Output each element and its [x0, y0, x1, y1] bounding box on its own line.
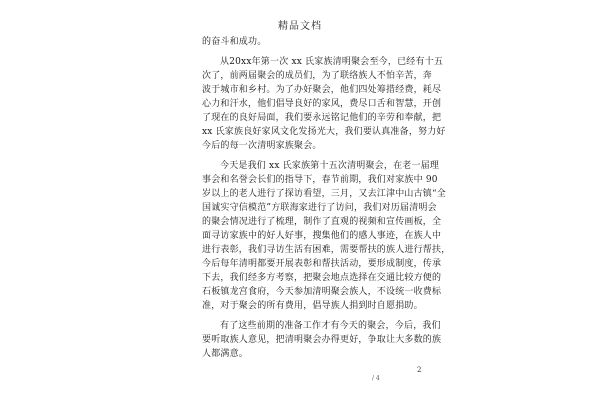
text-line: 波于城市和乡村。为了办好聚会，他们四处筹措经费，耗尽 — [202, 85, 442, 95]
text-line: 的奋斗和成功。 — [202, 37, 267, 47]
text-line: 准，对于聚会的所有费用，倡导族人捐到时自愿捐助。 — [202, 301, 423, 311]
text-line: 进行表彰，我们寻访生活有困难，需要帮扶的族人进行帮扶， — [202, 245, 451, 255]
text-line: xx 氏家族良好家风文化发扬光大，我们要认真准备，努力好 — [202, 127, 446, 137]
document-body — [202, 35, 451, 361]
text-line: 了现在的良好局面，我们要永远铭记他们的辛劳和奉献，把 — [202, 113, 442, 123]
text-line: 要听取族人意见，把清明聚会办得更好，争取让大多数的族 — [202, 335, 442, 345]
text-line: 石板镇龙宫食府，今天参加清明聚会族人，不设统一收费标 — [202, 287, 442, 297]
text-line: 从20xx年第一次 xx 氏家族清明聚会至今，已经有十五 — [220, 57, 444, 67]
text-line: 有了这些前期的准备工作才有今天的聚会，今后，我们 — [220, 321, 441, 331]
text-line: 次了，前两届聚会的成员们，为了联络族人不怕辛苦，奔 — [202, 71, 433, 81]
page-number: 2 — [417, 366, 422, 374]
text-line: 国诚实守信模范”方联海家进行了访问，我们对历届清明会 — [202, 203, 437, 213]
text-line: 今后每年清明都要开展表彰和帮扶活动，要形成制度，传承 — [202, 259, 442, 269]
text-line: 心力和汗水，他们倡导良好的家风，费尽口舌和智慧，开创 — [202, 99, 442, 109]
text-line: 今天是我们 xx 氏家族第十五次清明聚会，在老一届理 — [220, 161, 440, 171]
page-header-title: 精品文档 — [278, 21, 322, 32]
text-line: 的聚会情况进行了梳理，制作了直观的视频和宣传画板，全 — [202, 217, 442, 227]
text-line: 下去，我们经多方考察，把聚会地点选择在交通比较方便的 — [202, 273, 442, 283]
page-fraction: / 4 — [372, 375, 380, 382]
text-line: 岁以上的老人进行了探访看望，三月，又去江津中山古镇“全 — [202, 189, 447, 199]
text-line: 事会和名誉会长们的指导下，春节前期，我们对家族中 90 — [202, 175, 438, 185]
text-line: 人都满意。 — [202, 349, 249, 359]
text-line: 今后的每一次清明家族聚会。 — [202, 141, 322, 151]
text-line: 面寻访家族中的好人好事，搜集他们的感人事迹，在族人中 — [202, 231, 442, 241]
